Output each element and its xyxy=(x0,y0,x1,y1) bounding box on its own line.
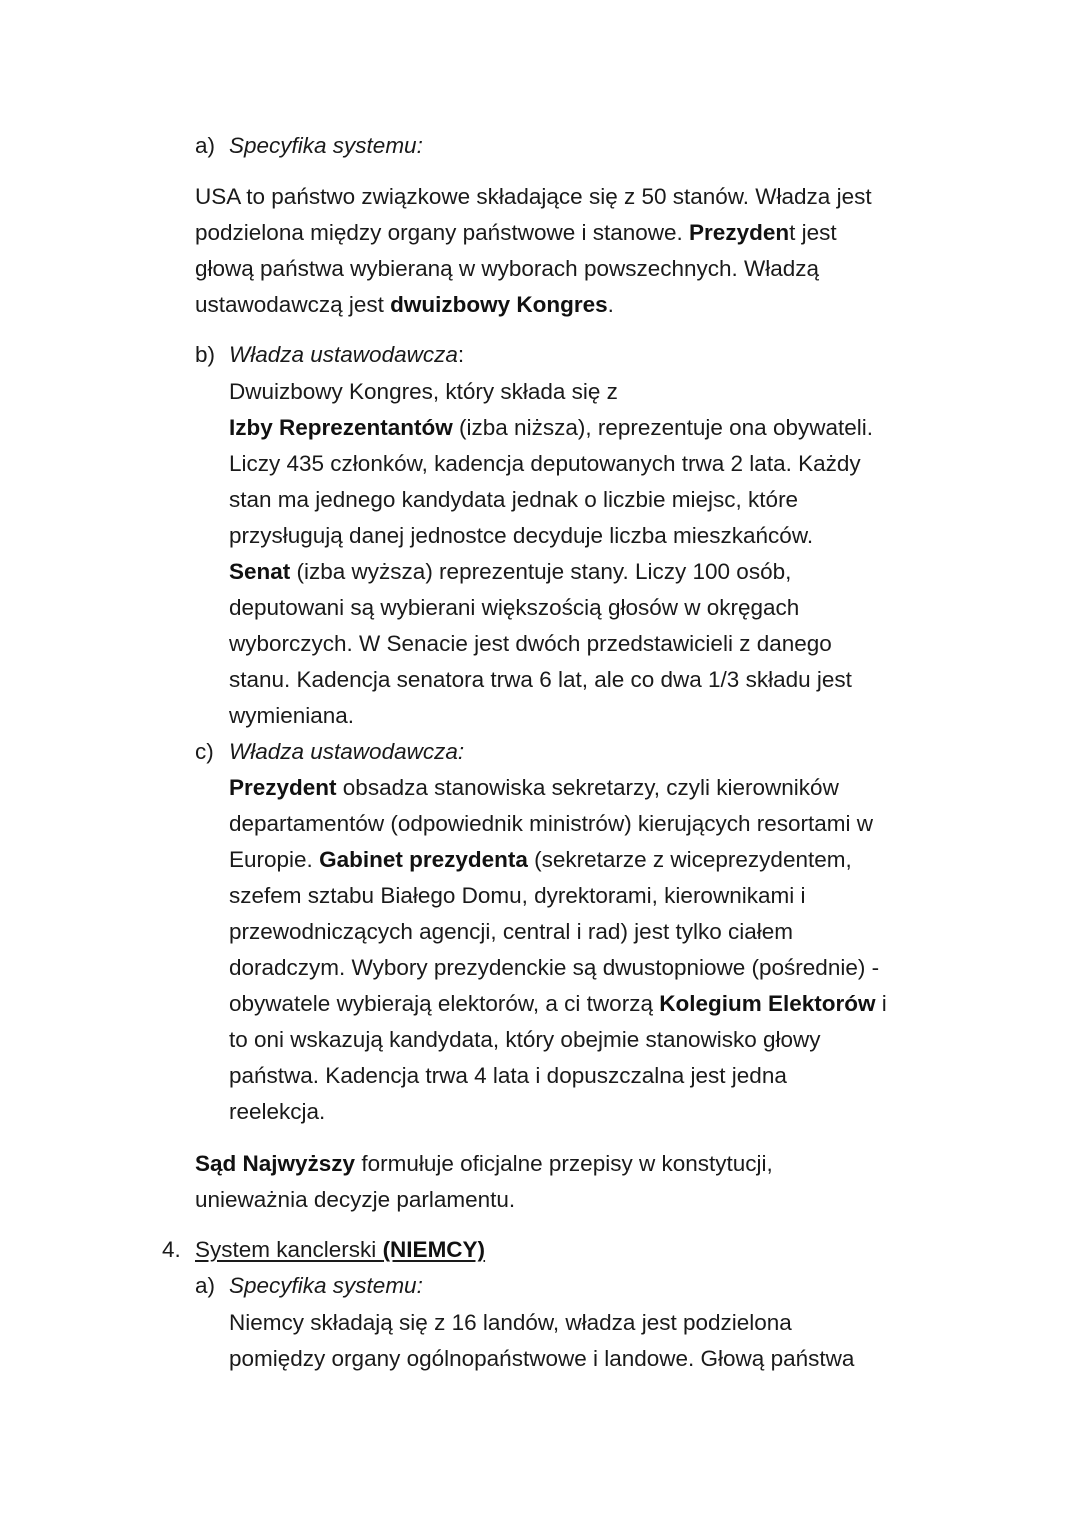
text-line: reelekcja. xyxy=(229,1099,326,1124)
text-line: państwa. Kadencja trwa 4 lata i dopuszczalna jest jedna xyxy=(229,1063,787,1088)
supreme-court-body xyxy=(195,1146,773,1218)
section-b-heading: Władza ustawodawcza xyxy=(229,342,458,367)
text-line: to oni wskazują kandydata, który obejmie stanowisko głowy xyxy=(229,1027,821,1052)
section-b-body xyxy=(229,374,873,734)
text-line: stan ma jednego kandydata jednak o liczbie miejsc, które xyxy=(229,487,799,512)
text-line: Sąd Najwyższy formułuje oficjalne przepisy w konstytucji, xyxy=(195,1151,773,1176)
text-line: departamentów (odpowiednik ministrów) kierujących resortami w xyxy=(229,811,873,836)
section-a-heading: Specyfika systemu: xyxy=(229,133,423,158)
section-4-title-text: System kanclerski xyxy=(195,1237,383,1262)
list-marker-4a: a) xyxy=(195,1273,216,1298)
section-4a-body xyxy=(229,1305,854,1377)
bold-term: Sąd Najwyższy xyxy=(195,1151,356,1176)
text-line: Liczy 435 członków, kadencja deputowanych trwa 2 lata. Każdy xyxy=(229,451,861,476)
text-line: podzielona między organy państwowe i stanowe. Prezydent jest xyxy=(195,220,837,245)
bold-term: dwuizbowy Kongres xyxy=(390,292,608,317)
text-line: Dwuizbowy Kongres, który składa się z xyxy=(229,379,618,404)
bold-term: Senat xyxy=(229,559,291,584)
text-line: pomiędzy organy ogólnopaństwowe i landowe. Głową państwa xyxy=(229,1346,855,1371)
bold-term: Prezyden xyxy=(689,220,790,245)
text-line: przysługują danej jednostce decyduje liczba mieszkańców. xyxy=(229,523,814,548)
bold-term: Kolegium Elektorów xyxy=(659,991,876,1016)
section-a-body xyxy=(195,179,872,323)
section-b-heading-colon: : xyxy=(457,342,465,367)
section-c-heading: Władza ustawodawcza: xyxy=(229,739,465,764)
list-marker-4: 4. xyxy=(162,1237,181,1262)
text-line: doradczym. Wybory prezydenckie są dwustopniowe (pośrednie) - xyxy=(229,955,880,980)
bold-term: Prezydent xyxy=(229,775,337,800)
text-line: Izby Reprezentantów (izba niższa), reprezentuje ona obywateli. xyxy=(229,415,873,440)
text-line: obywatele wybierają elektorów, a ci tworzą Kolegium Elektorów i xyxy=(229,991,887,1016)
text-line: unieważnia decyzje parlamentu. xyxy=(195,1187,516,1212)
text-line: deputowani są wybierani większością głosów w okręgach xyxy=(229,595,800,620)
text-line: Europie. Gabinet prezydenta (sekretarze z wiceprezydentem, xyxy=(229,847,852,872)
text-line: USA to państwo związkowe składające się z 50 stanów. Władza jest xyxy=(195,184,872,209)
text-line: Prezydent obsadza stanowiska sekretarzy, czyli kierowników xyxy=(229,775,839,800)
text-line: wyborczych. W Senacie jest dwóch przedstawicieli z danego xyxy=(229,631,832,656)
section-4-title xyxy=(195,1232,485,1268)
text-line: Niemcy składają się z 16 landów, władza jest podzielona xyxy=(229,1310,792,1335)
text-line: szefem sztabu Białego Domu, dyrektorami, kierownikami i xyxy=(229,883,806,908)
text-line: głową państwa wybieraną w wyborach powszechnych. Władzą xyxy=(195,256,820,281)
bold-term: Izby Reprezentantów xyxy=(229,415,453,440)
text-line: wymieniana. xyxy=(229,703,355,728)
bold-term: Gabinet prezydenta xyxy=(319,847,528,872)
text-line: przewodniczących agencji, central i rad) jest tylko ciałem xyxy=(229,919,793,944)
section-b-heading-wrap xyxy=(229,337,464,373)
list-marker-b: b) xyxy=(195,342,216,367)
list-marker-a: a) xyxy=(195,133,216,158)
text-line: Senat (izba wyższa) reprezentuje stany. Liczy 100 osób, xyxy=(229,559,792,584)
text-line: ustawodawczą jest dwuizbowy Kongres. xyxy=(195,292,614,317)
list-marker-c: c) xyxy=(195,739,214,764)
text-line: stanu. Kadencja senatora trwa 6 lat, ale co dwa 1/3 składu jest xyxy=(229,667,852,692)
section-4a-heading: Specyfika systemu: xyxy=(229,1273,423,1298)
section-c-body xyxy=(229,770,887,1130)
section-4-title-bold: (NIEMCY) xyxy=(382,1237,486,1262)
